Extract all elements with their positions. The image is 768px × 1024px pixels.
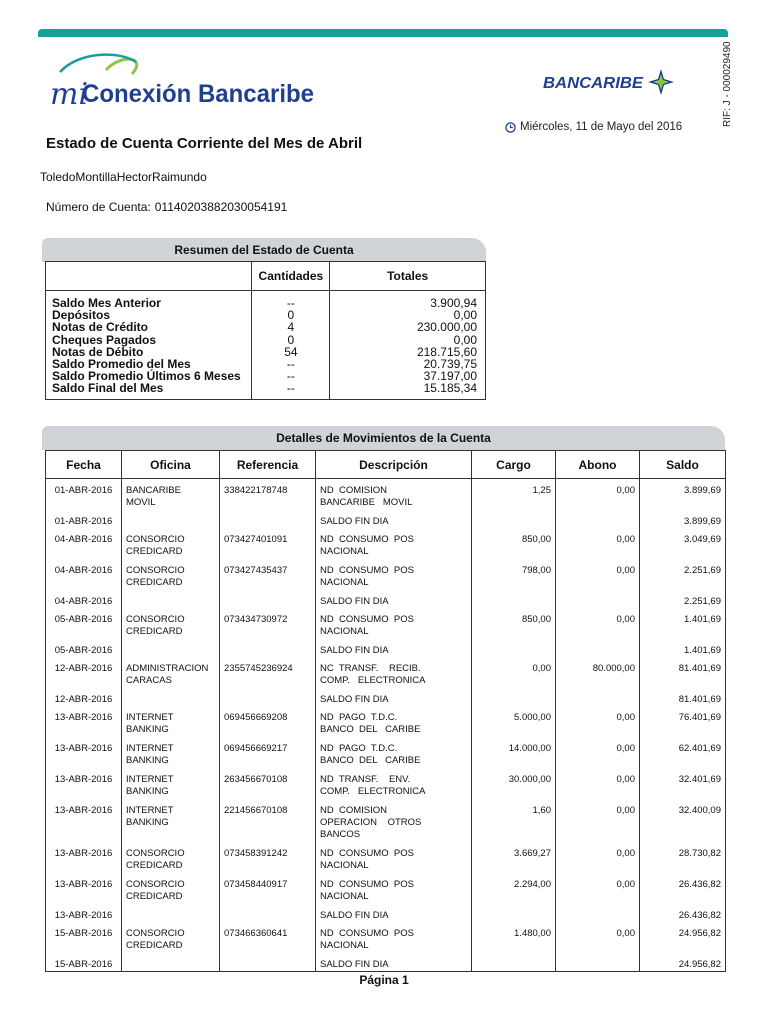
movement-abono: 0,00 (556, 479, 640, 510)
details-col-saldo: Saldo (640, 451, 726, 479)
movement-abono (556, 510, 640, 528)
details-col-fecha: Fecha (46, 451, 122, 479)
movement-row (46, 608, 726, 639)
movement-abono: 0,00 (556, 528, 640, 559)
movement-saldo: 3.899,69 (640, 479, 726, 510)
summary-total: 218.715,60 (330, 346, 486, 358)
movement-abono (556, 688, 640, 706)
movement-abono: 0,00 (556, 922, 640, 953)
movement-fecha: 04-ABR-2016 (46, 559, 122, 590)
movement-desc: ND COMISION BANCARIBE MOVIL (316, 479, 472, 510)
movement-cargo (472, 904, 556, 922)
movement-oficina: INTERNET BANKING (122, 706, 220, 737)
movement-cargo: 850,00 (472, 528, 556, 559)
movement-ref: 2355745236924 (220, 657, 316, 688)
summary-qty: 0 (252, 334, 330, 346)
movement-fecha: 04-ABR-2016 (46, 528, 122, 559)
bancaribe-wordmark: BANCARIBE (543, 75, 645, 92)
movement-fecha: 13-ABR-2016 (46, 842, 122, 873)
clock-icon (505, 122, 516, 133)
account-holder: ToledoMontillaHectorRaimundo (40, 170, 207, 184)
movement-ref: 073434730972 (220, 608, 316, 639)
movement-cargo: 1.480,00 (472, 922, 556, 953)
movement-abono: 0,00 (556, 768, 640, 799)
details-col-cargo: Cargo (472, 451, 556, 479)
movement-desc: SALDO FIN DIA (316, 688, 472, 706)
movement-saldo: 2.251,69 (640, 590, 726, 608)
movement-cargo: 14.000,00 (472, 737, 556, 768)
movement-cargo: 1,60 (472, 799, 556, 842)
summary-qty: 54 (252, 346, 330, 358)
movement-fecha: 12-ABR-2016 (46, 657, 122, 688)
movement-abono: 0,00 (556, 706, 640, 737)
movement-oficina (122, 590, 220, 608)
summary-header: Resumen del Estado de Cuenta (42, 238, 486, 262)
movement-fecha: 13-ABR-2016 (46, 873, 122, 904)
summary-total: 3.900,94 (330, 291, 486, 310)
movement-desc: ND PAGO T.D.C. BANCO DEL CARIBE (316, 737, 472, 768)
movement-desc: ND PAGO T.D.C. BANCO DEL CARIBE (316, 706, 472, 737)
movement-ref: 073427401091 (220, 528, 316, 559)
movement-ref (220, 953, 316, 972)
movement-cargo: 2.294,00 (472, 873, 556, 904)
movement-saldo: 24.956,82 (640, 953, 726, 972)
summary-row (46, 291, 486, 310)
movement-ref: 073458440917 (220, 873, 316, 904)
summary-qty: 4 (252, 321, 330, 333)
movement-fecha: 13-ABR-2016 (46, 706, 122, 737)
summary-label: Saldo Promedio Últimos 6 Meses (46, 370, 252, 382)
movement-oficina: CONSORCIO CREDICARD (122, 608, 220, 639)
movement-row (46, 479, 726, 510)
movement-ref: 338422178748 (220, 479, 316, 510)
movement-ref: 069456669217 (220, 737, 316, 768)
movement-abono: 80.000,00 (556, 657, 640, 688)
summary-label: Notas de Débito (46, 346, 252, 358)
movement-fecha: 15-ABR-2016 (46, 922, 122, 953)
movement-oficina (122, 639, 220, 657)
movement-ref (220, 590, 316, 608)
movement-desc: SALDO FIN DIA (316, 904, 472, 922)
movement-abono: 0,00 (556, 737, 640, 768)
movement-cargo: 5.000,00 (472, 706, 556, 737)
movement-ref (220, 688, 316, 706)
movement-fecha: 13-ABR-2016 (46, 904, 122, 922)
movement-oficina: INTERNET BANKING (122, 799, 220, 842)
movement-fecha: 13-ABR-2016 (46, 799, 122, 842)
details-col-referencia: Referencia (220, 451, 316, 479)
summary-label: Cheques Pagados (46, 334, 252, 346)
summary-label: Notas de Crédito (46, 321, 252, 333)
summary-total: 20.739,75 (330, 358, 486, 370)
movement-saldo: 3.899,69 (640, 510, 726, 528)
movement-fecha: 15-ABR-2016 (46, 953, 122, 972)
details-col-descripción: Descripción (316, 451, 472, 479)
movement-ref: 263456670108 (220, 768, 316, 799)
movement-abono: 0,00 (556, 842, 640, 873)
movement-row (46, 922, 726, 953)
movement-ref (220, 639, 316, 657)
movement-desc: ND CONSUMO POS NACIONAL (316, 842, 472, 873)
details-col-oficina: Oficina (122, 451, 220, 479)
movement-ref: 069456669208 (220, 706, 316, 737)
movement-row (46, 737, 726, 768)
summary-total: 15.185,34 (330, 382, 486, 399)
star-icon (648, 69, 674, 95)
movement-cargo (472, 688, 556, 706)
movement-saldo: 24.956,82 (640, 922, 726, 953)
page-title: Estado de Cuenta Corriente del Mes de Abril (46, 135, 363, 152)
movement-desc: SALDO FIN DIA (316, 639, 472, 657)
summary-qty: -- (252, 291, 330, 310)
movement-ref: 073466360641 (220, 922, 316, 953)
movement-desc: SALDO FIN DIA (316, 590, 472, 608)
movement-saldo: 2.251,69 (640, 559, 726, 590)
logo-prefix: mi (50, 77, 89, 112)
movement-saldo: 81.401,69 (640, 657, 726, 688)
movement-cargo: 1,25 (472, 479, 556, 510)
movement-cargo: 30.000,00 (472, 768, 556, 799)
movement-cargo: 3.669,27 (472, 842, 556, 873)
movement-saldo: 28.730,82 (640, 842, 726, 873)
summary-table (45, 261, 486, 400)
movement-row (46, 657, 726, 688)
movement-desc: ND TRANSF. ENV. COMP. ELECTRONICA (316, 768, 472, 799)
movement-saldo: 1.401,69 (640, 639, 726, 657)
movement-desc: ND COMISION OPERACION OTROS BANCOS (316, 799, 472, 842)
movement-row (46, 706, 726, 737)
movement-saldo: 1.401,69 (640, 608, 726, 639)
account-number: Número de Cuenta: 01140203882030054191 (46, 200, 288, 214)
movement-desc: SALDO FIN DIA (316, 953, 472, 972)
summary-col-label (46, 262, 252, 291)
movement-saldo: 32.401,69 (640, 768, 726, 799)
summary-label: Saldo Final del Mes (46, 382, 252, 399)
movement-cargo (472, 953, 556, 972)
bancaribe-logo (540, 64, 675, 100)
summary-qty: -- (252, 382, 330, 399)
summary-qty: -- (252, 358, 330, 370)
movement-cargo (472, 590, 556, 608)
summary-qty: -- (252, 370, 330, 382)
summary-total: 230.000,00 (330, 321, 486, 333)
movement-row (46, 873, 726, 904)
movement-fecha: 01-ABR-2016 (46, 510, 122, 528)
movement-cargo: 0,00 (472, 657, 556, 688)
movement-oficina: CONSORCIO CREDICARD (122, 873, 220, 904)
movement-saldo: 26.436,82 (640, 904, 726, 922)
movement-abono: 0,00 (556, 873, 640, 904)
movement-desc: ND CONSUMO POS NACIONAL (316, 608, 472, 639)
movement-saldo: 62.401,69 (640, 737, 726, 768)
details-table (45, 450, 726, 972)
movement-oficina (122, 688, 220, 706)
movement-cargo: 798,00 (472, 559, 556, 590)
movement-oficina: CONSORCIO CREDICARD (122, 842, 220, 873)
movement-oficina: ADMINISTRACION CARACAS (122, 657, 220, 688)
movement-abono: 0,00 (556, 559, 640, 590)
movement-saldo: 32.400,09 (640, 799, 726, 842)
movement-abono: 0,00 (556, 608, 640, 639)
movement-fecha: 13-ABR-2016 (46, 768, 122, 799)
movement-abono: 0,00 (556, 799, 640, 842)
statement-date: Miércoles, 11 de Mayo del 2016 (505, 121, 682, 133)
movement-abono (556, 953, 640, 972)
movement-fecha: 01-ABR-2016 (46, 479, 122, 510)
details-header: Detalles de Movimientos de la Cuenta (42, 426, 725, 450)
movement-row (46, 688, 726, 706)
movement-row (46, 904, 726, 922)
movement-ref (220, 904, 316, 922)
movement-desc: ND CONSUMO POS NACIONAL (316, 559, 472, 590)
movement-fecha: 05-ABR-2016 (46, 608, 122, 639)
movement-desc: ND CONSUMO POS NACIONAL (316, 873, 472, 904)
movement-ref (220, 510, 316, 528)
movement-row (46, 639, 726, 657)
logo-text: Conexión Bancaribe (82, 80, 315, 108)
movement-abono (556, 904, 640, 922)
summary-label: Depósitos (46, 309, 252, 321)
movement-desc: ND CONSUMO POS NACIONAL (316, 528, 472, 559)
summary-row (46, 321, 486, 333)
summary-row (46, 382, 486, 399)
summary-total: 0,00 (330, 334, 486, 346)
movement-row (46, 528, 726, 559)
top-accent-bar (38, 29, 728, 37)
movement-saldo: 76.401,69 (640, 706, 726, 737)
movement-cargo (472, 510, 556, 528)
movement-oficina: CONSORCIO CREDICARD (122, 528, 220, 559)
movement-row (46, 799, 726, 842)
movement-row (46, 590, 726, 608)
movement-desc: ND CONSUMO POS NACIONAL (316, 922, 472, 953)
summary-row (46, 334, 486, 346)
movement-saldo: 3.049,69 (640, 528, 726, 559)
rif-label: RIF: J - 000029490 (722, 41, 733, 127)
movement-saldo: 26.436,82 (640, 873, 726, 904)
movement-ref: 221456670108 (220, 799, 316, 842)
movement-row (46, 559, 726, 590)
movement-desc: NC TRANSF. RECIB. COMP. ELECTRONICA (316, 657, 472, 688)
movement-oficina: CONSORCIO CREDICARD (122, 559, 220, 590)
movement-fecha: 05-ABR-2016 (46, 639, 122, 657)
page-number: Página 1 (359, 973, 409, 987)
summary-col-total: Totales (330, 262, 486, 291)
movement-cargo (472, 639, 556, 657)
movement-row (46, 842, 726, 873)
movement-saldo: 81.401,69 (640, 688, 726, 706)
movement-abono (556, 639, 640, 657)
summary-total: 0,00 (330, 309, 486, 321)
movement-oficina: BANCARIBE MOVIL (122, 479, 220, 510)
movement-oficina: INTERNET BANKING (122, 737, 220, 768)
movement-oficina: CONSORCIO CREDICARD (122, 922, 220, 953)
movement-desc: SALDO FIN DIA (316, 510, 472, 528)
summary-label: Saldo Mes Anterior (46, 291, 252, 310)
movement-row (46, 953, 726, 972)
movement-ref: 073427435437 (220, 559, 316, 590)
movement-oficina (122, 904, 220, 922)
summary-label: Saldo Promedio del Mes (46, 358, 252, 370)
movement-oficina: INTERNET BANKING (122, 768, 220, 799)
summary-total: 37.197,00 (330, 370, 486, 382)
movement-row (46, 510, 726, 528)
movement-fecha: 13-ABR-2016 (46, 737, 122, 768)
movement-fecha: 04-ABR-2016 (46, 590, 122, 608)
details-col-abono: Abono (556, 451, 640, 479)
movement-fecha: 12-ABR-2016 (46, 688, 122, 706)
movement-row (46, 768, 726, 799)
summary-qty: 0 (252, 309, 330, 321)
movement-oficina (122, 953, 220, 972)
conexion-bancaribe-logo (48, 52, 318, 116)
movement-oficina (122, 510, 220, 528)
movement-cargo: 850,00 (472, 608, 556, 639)
summary-col-qty: Cantidades (252, 262, 330, 291)
movement-abono (556, 590, 640, 608)
movement-ref: 073458391242 (220, 842, 316, 873)
